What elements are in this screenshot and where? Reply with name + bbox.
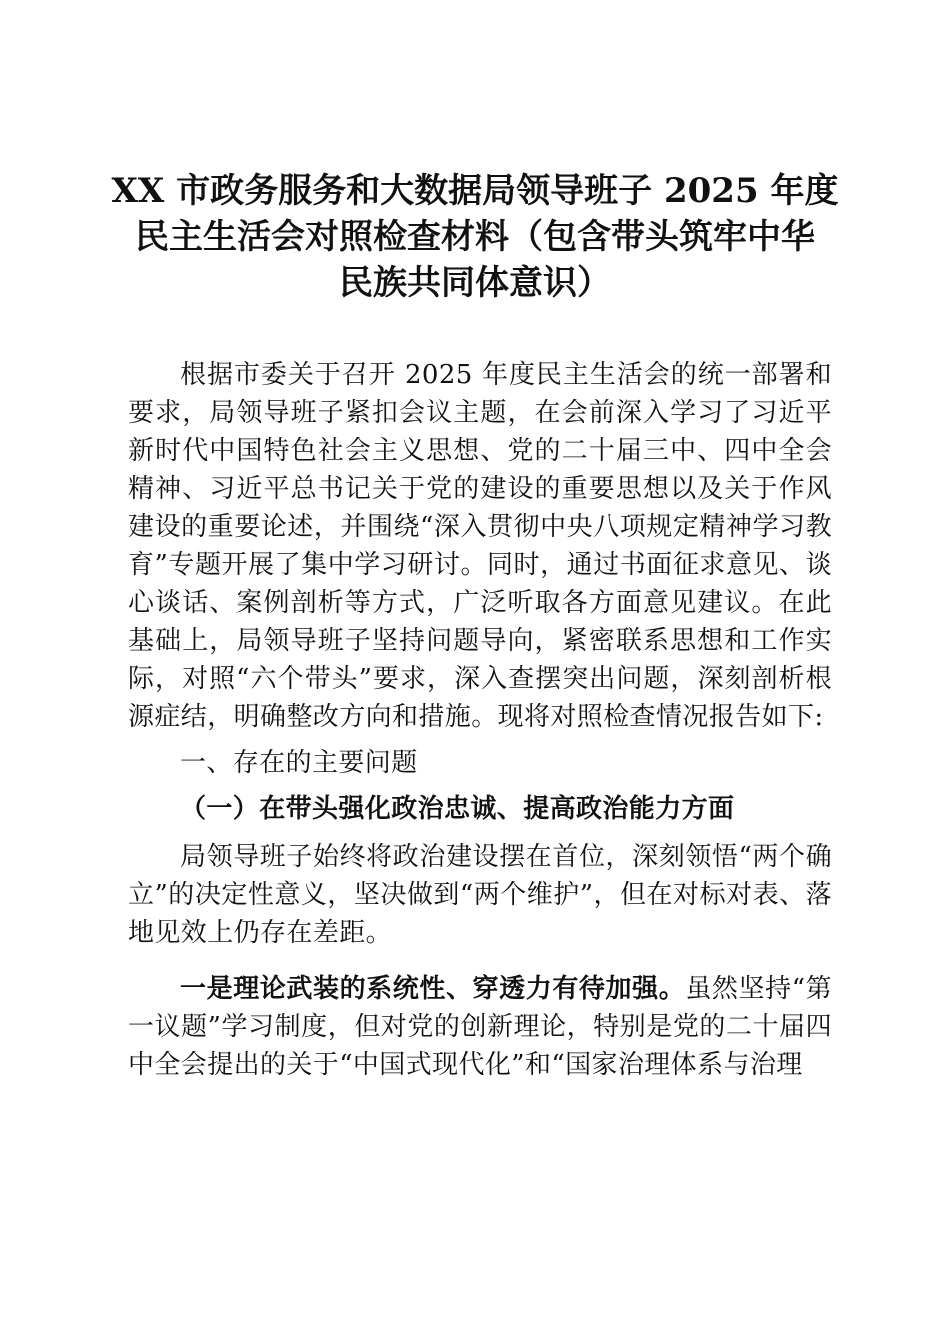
subsection-paragraph: 局领导班子始终将政治建设摆在首位，深刻领悟“两个确立”的决定性意义，坚决做到“两个维护”，但在对标对表、落地见效上仍存在差距。 — [128, 842, 832, 948]
subsection-heading: （一）在带头强化政治忠诚、提高政治能力方面 — [180, 794, 735, 824]
section-heading: 一、存在的主要问题 — [180, 748, 418, 778]
intro-paragraph: 根据市委关于召开 2025 年度民主生活会的统一部署和要求，局领导班子紧扣会议主题，在会前深入学习了习近平新时代中国特色社会主义思想、党的二十届三中、四中全会精神、习近平总书记关于党的建设的重要思想以及关于作风建设的重要论述，并围绕“深入贯彻中央八项规定精神学习教育”专题开展了集中学习研讨。同时，通过书面征求意见、谈心谈话、案例剖析等方式，广泛听取各方面意见建议。在此基础上，局领导班子坚持问题导向，紧密联系思想和工作实际，对照“六个带头”要求，深入查摆突出问题，深刻剖析根源症结，明确整改方向和措施。现将对照检查情况报告如下: — [128, 360, 832, 732]
document-title — [100, 168, 850, 306]
title-line-1: XX 市政务服务和大数据局领导班子 2025 年度 — [111, 171, 839, 211]
title-line-2: 民主生活会对照检查材料（包含带头筑牢中华 — [135, 217, 815, 257]
point-lead: 一是理论武装的系统性、穿透力有待加强。 — [180, 974, 686, 1004]
point-text: 虽然坚持“第一议题”学习制度，但对党的创新理论，特别是党的二十届四中全会提出的关于“中国式现代化”和“国家治理体系与治理 — [128, 974, 832, 1080]
document-body — [128, 356, 832, 1084]
point-paragraph — [128, 970, 832, 1084]
title-line-3: 民族共同体意识） — [339, 263, 611, 303]
